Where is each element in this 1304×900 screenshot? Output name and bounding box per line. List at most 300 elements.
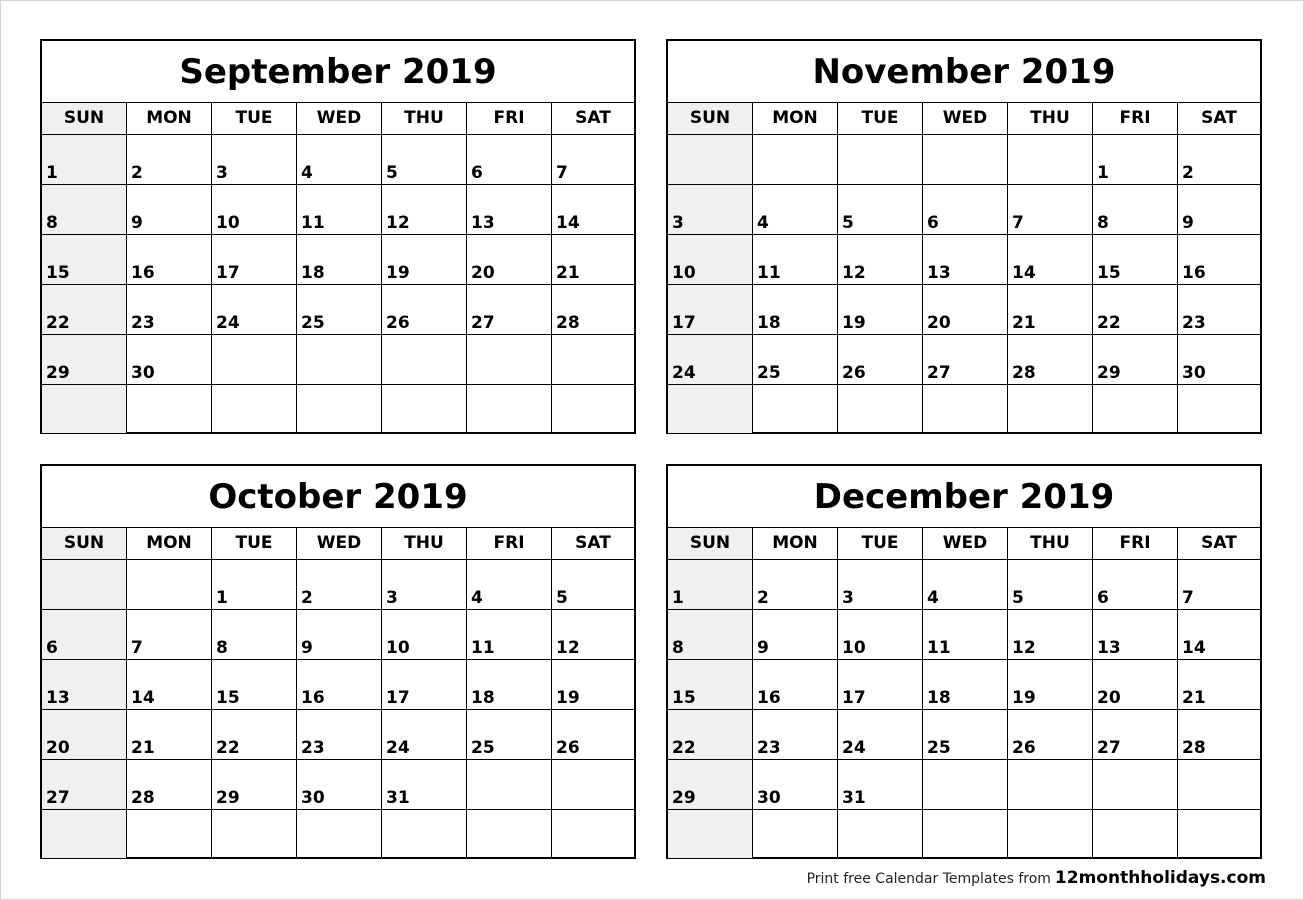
week-row	[42, 710, 634, 760]
day-cell	[42, 760, 127, 809]
day-cell	[753, 560, 838, 609]
day-cell	[382, 335, 467, 384]
weekday-mon: MON	[127, 528, 212, 559]
day-number: 1	[216, 588, 228, 608]
day-number: 4	[927, 588, 939, 608]
day-number: 2	[1182, 163, 1194, 183]
day-cell	[668, 135, 753, 184]
day-cell	[297, 285, 382, 334]
day-cell	[467, 810, 552, 858]
day-number: 10	[386, 638, 410, 658]
day-cell	[42, 285, 127, 334]
day-number: 11	[471, 638, 495, 658]
calendar-title: September 2019	[42, 41, 634, 103]
calendar-weeks	[668, 135, 1260, 433]
day-number: 3	[386, 588, 398, 608]
day-number: 13	[927, 263, 951, 283]
day-cell	[1093, 285, 1178, 334]
day-cell	[923, 560, 1008, 609]
weekday-sat: SAT	[1201, 108, 1237, 128]
day-number: 27	[471, 313, 495, 333]
day-cell	[1008, 285, 1093, 334]
day-number: 23	[757, 738, 781, 758]
footer-credit	[807, 868, 1266, 888]
day-cell	[127, 610, 212, 659]
day-number: 21	[556, 263, 580, 283]
day-number: 19	[842, 313, 866, 333]
day-cell	[1008, 760, 1093, 809]
day-number: 23	[1182, 313, 1206, 333]
day-number: 31	[842, 788, 866, 808]
day-number: 2	[757, 588, 769, 608]
day-cell	[838, 660, 923, 709]
day-number: 16	[1182, 263, 1206, 283]
footer-text: Print free Calendar Templates from	[806, 871, 1051, 887]
weekday-fri: FRI	[1093, 103, 1178, 134]
day-cell	[923, 760, 1008, 809]
day-number: 8	[46, 213, 58, 233]
day-cell	[838, 335, 923, 384]
day-cell	[42, 235, 127, 284]
day-cell	[382, 610, 467, 659]
day-cell	[552, 135, 634, 184]
day-cell	[127, 335, 212, 384]
day-cell	[297, 185, 382, 234]
day-number: 28	[1182, 738, 1206, 758]
weekday-mon: MON	[753, 103, 838, 134]
day-cell	[1178, 185, 1260, 234]
calendar-november-2019	[666, 39, 1262, 434]
day-cell	[467, 135, 552, 184]
day-number: 13	[1097, 638, 1121, 658]
day-number: 1	[46, 163, 58, 183]
calendar-weeks	[42, 135, 634, 433]
day-cell	[1178, 810, 1260, 858]
day-number: 25	[301, 313, 325, 333]
day-cell	[42, 810, 127, 858]
day-number: 22	[672, 738, 696, 758]
weekday-thu: THU	[382, 528, 467, 559]
weekday-wed: WED	[923, 103, 1008, 134]
day-cell	[552, 810, 634, 858]
day-number: 12	[556, 638, 580, 658]
day-number: 27	[46, 788, 70, 808]
day-number: 2	[131, 163, 143, 183]
day-cell	[212, 760, 297, 809]
day-number: 31	[386, 788, 410, 808]
day-number: 5	[1012, 588, 1024, 608]
day-cell	[668, 610, 753, 659]
day-cell	[753, 760, 838, 809]
day-number: 10	[216, 213, 240, 233]
day-number: 24	[672, 363, 696, 383]
day-cell	[838, 385, 923, 433]
day-number: 16	[301, 688, 325, 708]
day-cell	[838, 760, 923, 809]
day-number: 24	[386, 738, 410, 758]
day-number: 18	[301, 263, 325, 283]
day-cell	[42, 185, 127, 234]
weekday-wed: WED	[923, 528, 1008, 559]
day-cell	[212, 385, 297, 433]
day-cell	[382, 135, 467, 184]
day-number: 14	[1012, 263, 1036, 283]
day-cell	[467, 385, 552, 433]
week-row	[42, 760, 634, 810]
week-row	[42, 560, 634, 610]
day-cell	[1008, 235, 1093, 284]
day-cell	[753, 660, 838, 709]
day-cell	[668, 760, 753, 809]
day-number: 11	[757, 263, 781, 283]
day-cell	[923, 810, 1008, 858]
weekday-fri: FRI	[467, 528, 552, 559]
day-number: 21	[131, 738, 155, 758]
day-number: 15	[46, 263, 70, 283]
day-cell	[297, 810, 382, 858]
day-number: 22	[46, 313, 70, 333]
day-cell	[297, 710, 382, 759]
day-number: 7	[556, 163, 568, 183]
day-number: 20	[1097, 688, 1121, 708]
day-cell	[382, 385, 467, 433]
day-cell	[297, 560, 382, 609]
day-cell	[212, 335, 297, 384]
day-cell	[838, 135, 923, 184]
day-cell	[923, 135, 1008, 184]
day-cell	[127, 760, 212, 809]
weekday-sun: SUN	[42, 103, 127, 134]
day-number: 24	[842, 738, 866, 758]
day-number: 17	[216, 263, 240, 283]
day-cell	[1178, 285, 1260, 334]
day-number: 10	[842, 638, 866, 658]
day-cell	[297, 610, 382, 659]
day-number: 25	[757, 363, 781, 383]
day-cell	[1093, 560, 1178, 609]
day-cell	[212, 185, 297, 234]
day-number: 30	[1182, 363, 1206, 383]
day-number: 25	[471, 738, 495, 758]
weekday-sat: SAT	[575, 533, 611, 553]
day-number: 10	[672, 263, 696, 283]
day-number: 29	[46, 363, 70, 383]
day-number: 24	[216, 313, 240, 333]
day-number: 22	[216, 738, 240, 758]
week-row	[42, 285, 634, 335]
day-cell	[668, 385, 753, 433]
day-cell	[1178, 385, 1260, 433]
weekday-header	[668, 103, 1260, 135]
day-cell	[382, 660, 467, 709]
weekday-sun: SUN	[668, 528, 753, 559]
week-row	[42, 660, 634, 710]
calendar-december-2019	[666, 464, 1262, 859]
day-number: 25	[927, 738, 951, 758]
day-cell	[923, 185, 1008, 234]
day-number: 23	[131, 313, 155, 333]
day-cell	[42, 560, 127, 609]
day-cell	[552, 335, 634, 384]
day-number: 15	[672, 688, 696, 708]
day-number: 18	[471, 688, 495, 708]
day-cell	[467, 710, 552, 759]
day-number: 8	[1097, 213, 1109, 233]
day-number: 13	[46, 688, 70, 708]
day-cell	[923, 285, 1008, 334]
day-number: 26	[842, 363, 866, 383]
day-cell	[1008, 660, 1093, 709]
day-cell	[1178, 560, 1260, 609]
day-number: 26	[1012, 738, 1036, 758]
weekday-fri: FRI	[467, 103, 552, 134]
day-number: 11	[301, 213, 325, 233]
day-cell	[552, 235, 634, 284]
week-row	[42, 385, 634, 433]
weekday-tue: TUE	[838, 528, 923, 559]
day-number: 23	[301, 738, 325, 758]
week-row	[668, 710, 1260, 760]
day-cell	[127, 810, 212, 858]
day-cell	[753, 710, 838, 759]
day-number: 17	[842, 688, 866, 708]
weekday-sat: SAT	[575, 108, 611, 128]
day-number: 6	[1097, 588, 1109, 608]
day-cell	[753, 285, 838, 334]
day-cell	[42, 610, 127, 659]
week-row	[42, 185, 634, 235]
day-number: 3	[216, 163, 228, 183]
weekday-sun: SUN	[668, 103, 753, 134]
day-number: 2	[301, 588, 313, 608]
weekday-sat: SAT	[1201, 533, 1237, 553]
day-cell	[1093, 185, 1178, 234]
day-cell	[1093, 710, 1178, 759]
day-number: 12	[386, 213, 410, 233]
day-number: 29	[672, 788, 696, 808]
day-cell	[552, 285, 634, 334]
footer-site-link[interactable]: 12monthholidays.com	[1054, 868, 1266, 888]
day-cell	[923, 610, 1008, 659]
weekday-mon: MON	[127, 103, 212, 134]
calendar-september-2019	[40, 39, 636, 434]
week-row	[668, 235, 1260, 285]
day-cell	[212, 235, 297, 284]
day-cell	[382, 710, 467, 759]
weekday-sun: SUN	[42, 528, 127, 559]
day-cell	[923, 710, 1008, 759]
day-number: 17	[386, 688, 410, 708]
day-number: 18	[927, 688, 951, 708]
day-cell	[1178, 335, 1260, 384]
day-number: 7	[1182, 588, 1194, 608]
day-number: 28	[1012, 363, 1036, 383]
day-cell	[552, 660, 634, 709]
day-cell	[467, 335, 552, 384]
day-number: 15	[216, 688, 240, 708]
weekday-tue: TUE	[838, 103, 923, 134]
day-number: 21	[1012, 313, 1036, 333]
day-cell	[923, 235, 1008, 284]
day-number: 22	[1097, 313, 1121, 333]
day-cell	[668, 185, 753, 234]
day-number: 20	[46, 738, 70, 758]
weekday-header	[668, 528, 1260, 560]
day-cell	[668, 235, 753, 284]
day-number: 30	[301, 788, 325, 808]
day-cell	[552, 710, 634, 759]
day-cell	[1178, 760, 1260, 809]
day-number: 27	[927, 363, 951, 383]
day-cell	[127, 235, 212, 284]
day-number: 7	[131, 638, 143, 658]
day-cell	[382, 285, 467, 334]
week-row	[42, 235, 634, 285]
day-cell	[127, 560, 212, 609]
calendar-title: October 2019	[42, 466, 634, 528]
day-cell	[467, 610, 552, 659]
day-cell	[838, 710, 923, 759]
day-cell	[127, 660, 212, 709]
weekday-header	[42, 528, 634, 560]
day-cell	[127, 135, 212, 184]
day-cell	[753, 235, 838, 284]
day-cell	[297, 235, 382, 284]
day-cell	[1178, 660, 1260, 709]
week-row	[668, 560, 1260, 610]
day-cell	[212, 710, 297, 759]
day-number: 20	[471, 263, 495, 283]
week-row	[42, 135, 634, 185]
day-cell	[467, 760, 552, 809]
day-number: 20	[927, 313, 951, 333]
day-cell	[297, 760, 382, 809]
day-cell	[42, 710, 127, 759]
day-cell	[1093, 135, 1178, 184]
day-number: 28	[131, 788, 155, 808]
day-cell	[1008, 710, 1093, 759]
day-cell	[1008, 810, 1093, 858]
day-cell	[552, 610, 634, 659]
day-cell	[1178, 235, 1260, 284]
weekday-header	[42, 103, 634, 135]
day-cell	[838, 610, 923, 659]
calendar-title: December 2019	[668, 466, 1260, 528]
day-cell	[1008, 135, 1093, 184]
day-number: 12	[1012, 638, 1036, 658]
week-row	[668, 810, 1260, 858]
day-number: 6	[46, 638, 58, 658]
day-cell	[838, 185, 923, 234]
day-cell	[838, 235, 923, 284]
day-number: 5	[556, 588, 568, 608]
week-row	[668, 185, 1260, 235]
day-cell	[838, 285, 923, 334]
week-row	[668, 610, 1260, 660]
calendar-weeks	[42, 560, 634, 858]
day-number: 5	[842, 213, 854, 233]
day-cell	[753, 185, 838, 234]
day-cell	[467, 660, 552, 709]
day-cell	[127, 385, 212, 433]
day-number: 14	[1182, 638, 1206, 658]
day-number: 9	[757, 638, 769, 658]
day-cell	[1093, 610, 1178, 659]
day-cell	[1093, 235, 1178, 284]
day-number: 4	[471, 588, 483, 608]
week-row	[668, 385, 1260, 433]
weekday-thu: THU	[1008, 528, 1093, 559]
day-cell	[127, 710, 212, 759]
day-number: 27	[1097, 738, 1121, 758]
day-cell	[297, 335, 382, 384]
day-cell	[297, 385, 382, 433]
weekday-fri: FRI	[1093, 528, 1178, 559]
day-cell	[127, 285, 212, 334]
day-cell	[923, 335, 1008, 384]
day-cell	[1178, 135, 1260, 184]
calendar-title: November 2019	[668, 41, 1260, 103]
day-number: 28	[556, 313, 580, 333]
day-cell	[212, 560, 297, 609]
day-cell	[467, 185, 552, 234]
day-number: 18	[757, 313, 781, 333]
day-cell	[1093, 385, 1178, 433]
day-number: 14	[556, 213, 580, 233]
day-number: 19	[556, 688, 580, 708]
week-row	[668, 285, 1260, 335]
day-number: 1	[672, 588, 684, 608]
day-cell	[382, 185, 467, 234]
weekday-wed: WED	[297, 103, 382, 134]
day-number: 30	[131, 363, 155, 383]
week-row	[668, 135, 1260, 185]
day-cell	[382, 235, 467, 284]
day-number: 4	[757, 213, 769, 233]
calendar-weeks	[668, 560, 1260, 858]
day-cell	[668, 810, 753, 858]
day-number: 8	[216, 638, 228, 658]
day-cell	[1008, 610, 1093, 659]
day-cell	[467, 285, 552, 334]
day-cell	[1008, 185, 1093, 234]
day-cell	[753, 385, 838, 433]
day-number: 14	[131, 688, 155, 708]
day-cell	[668, 335, 753, 384]
week-row	[42, 810, 634, 858]
week-row	[668, 760, 1260, 810]
day-number: 6	[927, 213, 939, 233]
day-number: 30	[757, 788, 781, 808]
day-cell	[297, 135, 382, 184]
day-cell	[1093, 810, 1178, 858]
day-number: 26	[556, 738, 580, 758]
day-cell	[552, 560, 634, 609]
day-cell	[467, 235, 552, 284]
day-cell	[42, 135, 127, 184]
day-cell	[42, 335, 127, 384]
weekday-thu: THU	[1008, 103, 1093, 134]
day-number: 4	[301, 163, 313, 183]
day-cell	[753, 335, 838, 384]
day-cell	[552, 385, 634, 433]
day-number: 19	[1012, 688, 1036, 708]
day-cell	[1093, 660, 1178, 709]
day-cell	[212, 810, 297, 858]
day-cell	[923, 385, 1008, 433]
day-number: 6	[471, 163, 483, 183]
day-number: 3	[672, 213, 684, 233]
